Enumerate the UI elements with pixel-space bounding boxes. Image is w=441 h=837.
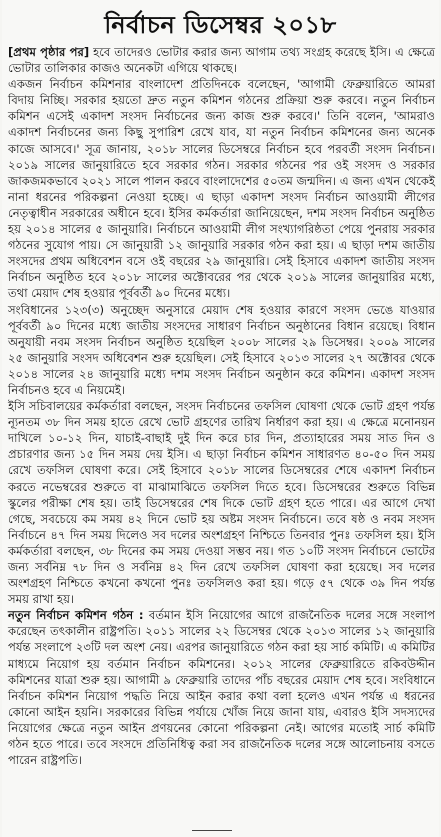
paragraph-commissioner-quote: একজন নির্বাচন কমিশনার বাংলাদেশ প্রতিদিনকে বলেছেন, 'আগামী ফেব্রুয়ারিতে আমরা বিদায় নিচ্ছি। সরকার হয়তো দ্রুত নতুন কমিশন গঠনের প্রক্রিয়া শুরু করবে। নতুন নির্বাচন কমিশন এসেই একাদশ সংসদ নির্বাচনের জন্য কাজ শুরু করবে।' তিনি বলেন, 'আমরাও একাদশ নির্বাচনের জন্য কিছু সুপারিশ রেখে যাব, যা নতুন নির্বাচন কমিশনের জন্য অনেক কাজে আসবে।' সূত্র জানায়, ২০১৮ সালের ডিসেম্বরে নির্বাচন হবে পরবর্তী সংসদ নির্বাচন। ২০১৯ সালের জানুয়ারিতে হবে সরকার গঠন। সরকার গঠনের পর ওই সংসদ ও সরকার জাকজমকভাবে ২০২১ সালে পালন করবে বাংলাদেশের ৫০তম জন্মদিন। এ জন্য এখন থেকেই নানা ধরনের পরিকল্পনা নেওয়া হচ্ছে। এ ছাড়া একাদশ সংসদ নির্বাচন আওয়ামী লীগের নেতৃত্বাধীন সরকারের অধীনে হবে। ইসির কর্মকর্তারা জানিয়েছেন, দশম সংসদ নির্বাচন অনুষ্ঠিত হয় ২০১৪ সালের ৫ জানুয়ারি। নির্বাচনে আওয়ামী লীগ সংখ্যাগরিষ্ঠতা পেয়ে পুনরায় সরকার গঠনের সুযোগ পায়। সে জানুয়ারী ১২ জানুয়ারি সরকার গঠন করা হয়। এ ছাড়া দশম জাতীয় সংসদের প্রথম অধিবেশন বসে ওই বছরের ২৯ জানুয়ারি। সেই হিসাবে একাদশ জাতীয় সংসদ নির্বাচন অনুষ্ঠিত হবে ২০১৮ সালের অক্টোবরের পর থেকে ২০১৯ সালের জানুয়ারির মধ্যে, তথা মেয়াদ শেষ হওয়ার পূর্ববর্তী ৯০ দিনের মধ্যে। — [8, 77, 435, 301]
page-fold-mark — [192, 830, 232, 837]
headline: নির্বাচন ডিসেম্বর ২০১৮ — [104, 11, 337, 39]
paragraph-schedule: ইসি সচিবালয়ের কর্মকর্তারা বলছেন, সংসদ নির্বাচনের তফসিল ঘোষণা থেকে ভোট গ্রহণ পর্যন্ত ন্যূনতম ৩৮ দিন সময় হাতে রেখে ভোট গ্রহণের তারিখ নির্ধারণ করা হয়। এ ক্ষেত্রে মনোনয়ন দাখিলে ১০-১২ দিন, যাচাই-বাছাই দুই দিন করে চার দিন, প্রত্যাহারের সময় সাত দিন ও প্রচারণার জন্য ১৫ দিন সময় দেয় ইসি। এ ছাড়া নির্বাচন কমিশন সাধারণত ৪০-৫০ দিন সময় রেখে তফসিল ঘোষণা করে। সেই হিসাবে ২০১৮ সালের ডিসেম্বরের শেষে একাদশ নির্বাচন করতে নভেম্বরের শুরুতে বা মাঝামাঝিতে তফসিল দিতে হবে। ডিসেম্বরের শুরুতে বিভিন্ন স্কুলের পরীক্ষা শেষ হয়। তাই ডিসেম্বরের শেষ দিকে ভোট গ্রহণ হতে পারে। এর আগে দেখা গেছে, সবচেয়ে কম সময় ৪২ দিনে ভোট হয় অষ্টম সংসদ নির্বাচনে। তবে ষষ্ঠ ও নবম সংসদ নির্বাচনে ৪৭ দিন সময় দিলেও সব দলের অংশগ্রহণ নিশ্চিতে তিনবার পুনঃ তফসিল হয়। ইসি কর্মকর্তারা বলছেন, ৩৮ দিনের কম সময় দেওয়া সম্ভব নয়। গত ১০টি সংসদ নির্বাচনে ভোটের জন্য সর্বনিম্ন ৭৮ দিন ও সর্বনিম্ন ৪২ দিন রেখে তফসিল ঘোষণা করা হয়েছে। সব দলের অংশগ্রহণ নিশ্চিতে কখনো কখনো পুনঃ তফসিলও করা হয়। গড়ে ৫৭ থেকে ৩৯ দিন পর্যন্ত সময় রাখা হয়। — [8, 399, 435, 607]
continued-tag: [প্রথম পৃষ্ঠার পর] — [8, 45, 90, 59]
newspaper-clipping — [2, 0, 439, 837]
paragraph-new-commission — [8, 607, 435, 768]
new-commission-subhead: নতুন নির্বাচন কমিশন গঠন : — [8, 608, 144, 623]
paragraph-intro-text: হবে তাদেরও ভোটার করার জন্য আগাম তথ্য সংগ্রহ করেছে ইসি। এ ক্ষেত্রে ভোটার তালিকার কাজও অনেকটা এগিয়ে থাকছে। — [8, 45, 435, 76]
new-commission-text: বর্তমান ইসি নিয়োগের আগে রাজনৈতিক দলের সঙ্গে সংলাপ করেছেন তৎকালীন রাষ্ট্রপতি। ২০১১ সালের ২২ ডিসেম্বর থেকে ২০১৩ সালের ১২ জানুয়ারি পর্যন্ত সংলাপে ২৩টি দল অংশ নেয়। এরপর জানুয়ারিতে গঠন করা হয় সার্চ কমিটি। এ কমিটির মাধ্যমে নিয়োগ হয় বর্তমান নির্বাচন কমিশনের। ২০১২ সালের ফেব্রুয়ারিতে রকিবউদ্দীন কমিশনের যাত্রা শুরু হয়। আগামী ৯ ফেব্রুয়ারি তাদের পাঁচ বছরের মেয়াদ শেষ হবে। সংবিধানে নির্বাচন কমিশন নিয়োগ পদ্ধতি নিয়ে আইন করার কথা বলা হলেও এখন পর্যন্ত এ ধরনের কোনো আইন হয়নি। সরকারের বিভিন্ন পর্যায়ে খোঁজ নিয়ে জানা যায়, এবারও ইসি সদস্যদের নিয়োগের ক্ষেত্রে নতুন আইন প্রণয়নের কোনো পরিকল্পনা নেই। আগের মতোই সার্চ কমিটি গঠন হতে পারে। তবে সংসদে প্রতিনিধিত্ব করা সব রাজনৈতিক দলের সঙ্গে আলোচনায় বসতে পারেন রাষ্ট্রপতি। — [8, 608, 435, 768]
paragraph-constitution: সংবিধানের ১২৩(৩) অনুচ্ছেদ অনুসারে মেয়াদ শেষ হওয়ার কারণে সংসদ ভেঙে যাওয়ার পূর্ববর্তী ৯০ দিনের মধ্যে জাতীয় সংসদের সাধারণ নির্বাচন অনুষ্ঠানের বিধান রয়েছে। বিধান অনুযায়ী নবম সংসদ নির্বাচন অনুষ্ঠিত হয়েছিল ২০০৮ সালের ২৯ ডিসেম্বর। ২০০৯ সালের ২৫ জানুয়ারি সংসদ অধিবেশন শুরু হয়েছিল। সেই হিসাবে ২০১৩ সালের ২৭ অক্টোবর থেকে ২০১৪ সালের ২৪ জানুয়ারি মধ্যে দশম সংসদ নির্বাচন অনুষ্ঠান করে কমিশন। একাদশ সংসদ নির্বাচনও হবে এ নিয়মেই। — [8, 302, 435, 397]
article-body — [2, 44, 439, 768]
paragraph-intro — [8, 44, 435, 76]
